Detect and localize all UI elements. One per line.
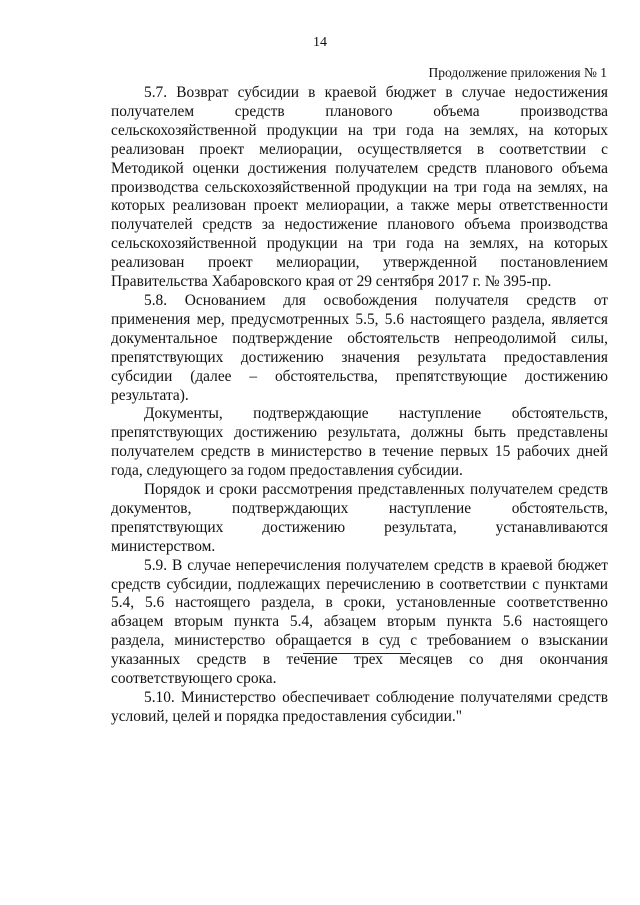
paragraph-documents: Документы, подтверждающие наступление обстоятельств, препятствующих достижению результата, должны быть представлены получателем средств в министерство в течение первых 15 рабочих дней года, следующего за годом предоставления субсидии.: [111, 405, 608, 480]
paragraph-5-9: 5.9. В случае неперечисления получателем средств в краевой бюджет средств субсидии, подлежащих перечислению в соответствии с пунктами 5.4, 5.6 настоящего раздела, в сроки, установленные соответственно абзацем вторым пункта 5.4, абзацем вторым пункта 5.6 настоящего раздела, министерство обращается в суд с требованием о взыскании указанных средств в течение трех месяцев со дня окончания соответствующего срока.: [111, 556, 608, 688]
page-number: 14: [313, 35, 327, 50]
end-separator-line: [303, 653, 411, 654]
paragraph-5-8: 5.8. Основанием для освобождения получателя средств от применения мер, предусмотренных 5.5, 5.6 настоящего раздела, является документальное подтверждение обстоятельств непреодолимой силы, препятствующих достижению значения результата предоставления субсидии (далее – обстоятельства, препятствующие достижению результата).: [111, 291, 608, 404]
paragraph-5-7: 5.7. Возврат субсидии в краевой бюджет в случае недостижения получателем средств планового объема производства сельскохозяйственной продукции на три года на землях, на которых реализован проект мелиорации, осуществляется в соответствии с Методикой оценки достижения получателем средств планового объема производства сельскохозяйственной продукции на три года на землях, на которых реализован проект мелиорации, а также меры ответственности получателей средств за недостижение планового объема производства сельскохозяйственной продукции на три года на землях, на которых реализован проект мелиорации, утвержденной постановлением Правительства Хабаровского края от 29 сентября 2017 г. № 395-пр.: [111, 84, 608, 291]
paragraph-5-10: 5.10. Министерство обеспечивает соблюдение получателями средств условий, целей и порядка предоставления субсидии.": [111, 689, 608, 725]
document-body: [111, 84, 608, 727]
appendix-continuation-note: Продолжение приложения № 1: [428, 65, 607, 80]
paragraph-procedure: Порядок и сроки рассмотрения представленных получателем средств документов, подтверждающих наступление обстоятельств, препятствующих достижению результата, устанавливаются министерством.: [111, 481, 608, 555]
